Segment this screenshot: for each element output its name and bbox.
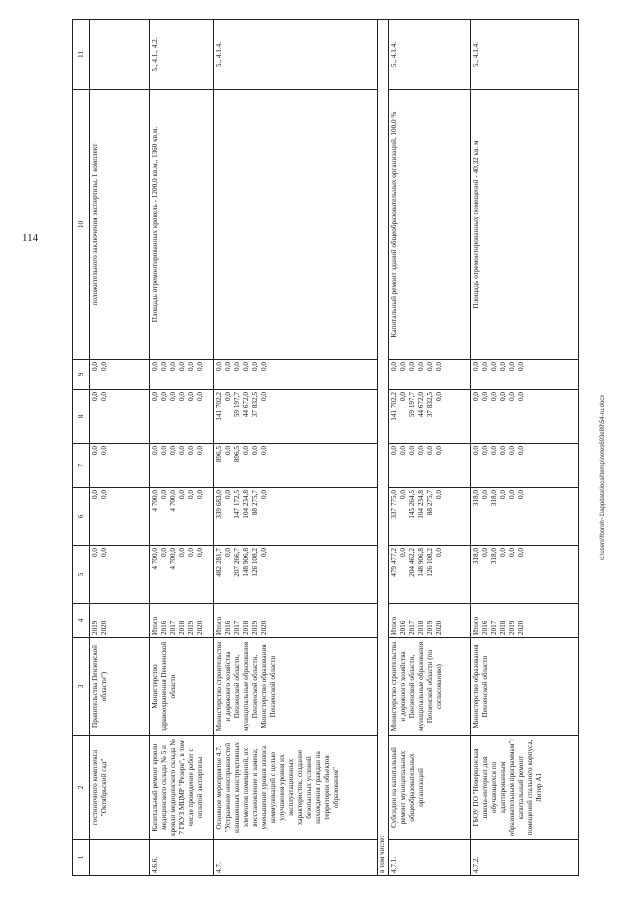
executor: Правительства Пензенской области") bbox=[90, 638, 150, 736]
ref-cell: 5., 4.1.4. bbox=[214, 20, 378, 90]
col-header: 1 bbox=[73, 840, 90, 876]
ref-cell: 5., 4.1., 4.2. bbox=[150, 20, 214, 90]
total-cell: 318,0 0,0 318,0 0,0 0,0 0,0 bbox=[471, 546, 579, 604]
regional-cell: 4 700,0 0,0 4 700,0 0,0 0,0 0,0 bbox=[150, 488, 214, 546]
executor: Министерство образования Пензенской области bbox=[471, 638, 579, 736]
program-table bbox=[72, 19, 579, 876]
executor: Министерство строительства и дорожного хозяйства Пензенской области, муниципальные образования Пензенской области (по согласованию) bbox=[389, 638, 471, 736]
col-header: 8 bbox=[73, 390, 90, 444]
years-cell: 2019 2020 bbox=[90, 604, 150, 638]
total-cell: 4 700,0 0,0 4 700,0 0,0 0,0 0,0 bbox=[150, 546, 214, 604]
federal-cell: 0,0 0,0 0,0 0,0 0,0 0,0 bbox=[150, 444, 214, 488]
other-cell: 0,0 0,0 0,0 0,0 0,0 0,0 bbox=[214, 360, 378, 390]
indicator-cell: Площадь отремонтированных кровель - 1200,0 кв.м., 1360 кв.м. bbox=[150, 90, 214, 360]
section-row bbox=[378, 20, 389, 876]
total-cell: 0,0 0,0 bbox=[90, 546, 150, 604]
executor: Министерство здравоохранения Пензенской области bbox=[150, 638, 214, 736]
col-header: 7 bbox=[73, 444, 90, 488]
other-cell: 0,0 0,0 bbox=[90, 360, 150, 390]
ref-cell: 5., 4.1.4. bbox=[389, 20, 471, 90]
measure-name: гостиничного комплекса "Октябрьский сад" bbox=[90, 736, 150, 840]
col-header: 11 bbox=[73, 20, 90, 90]
section-label: в том числе: bbox=[378, 736, 389, 876]
local-cell: 141 702,2 0,0 59 197,7 44 672,0 37 832,5 0,0 bbox=[214, 390, 378, 444]
col-header: 9 bbox=[73, 360, 90, 390]
indicator-cell: Площадь отремонтированных помещений - 40,32 кв. м bbox=[471, 90, 579, 360]
measure-name: Субсидии на капитальный ремонт муниципальных общеобразовательных организаций bbox=[389, 736, 471, 840]
col-header: 2 bbox=[73, 736, 90, 840]
years-cell: Итого 2016 2017 2018 2019 2020 bbox=[214, 604, 378, 638]
other-cell: 0,0 0,0 0,0 0,0 0,0 0,0 bbox=[389, 360, 471, 390]
table-row bbox=[389, 20, 471, 876]
row-number bbox=[90, 840, 150, 876]
measure-name: Капитальный ремонт кровли медицинского склада № 5 и кровли медицинского склада № 7 ГКУЗ МЦМР "Резерв", в том числе проведение работ с оплатой экспертизы bbox=[150, 736, 214, 840]
ref-cell bbox=[90, 20, 150, 90]
regional-cell: 337 775,0 0,0 145 264,5 104 234,8 88 275,7 0,0 bbox=[389, 488, 471, 546]
table-row bbox=[214, 20, 378, 876]
total-cell: 482 281,7 0,0 207 266,7 148 906,8 126 108,2 0,0 bbox=[214, 546, 378, 604]
indicator-cell bbox=[214, 90, 378, 360]
local-cell: 0,0 0,0 bbox=[90, 390, 150, 444]
federal-cell: 0,0 0,0 0,0 0,0 0,0 0,0 bbox=[389, 444, 471, 488]
col-header: 4 bbox=[73, 604, 90, 638]
indicator-cell: положительного заключения экспертизы, 1 комплект bbox=[90, 90, 150, 360]
col-header: 3 bbox=[73, 638, 90, 736]
federal-cell: 896,5 0,0 896,5 0,0 0,0 0,0 bbox=[214, 444, 378, 488]
row-number: 4.7.1. bbox=[389, 840, 471, 876]
file-path-footer: c:\users\fboroh~1\appdata\local\temp\notes693e89\54-ru.docx bbox=[600, 394, 606, 560]
row-number: 4.7.2. bbox=[471, 840, 579, 876]
header-row bbox=[73, 20, 90, 876]
regional-cell: 0,0 0,0 bbox=[90, 488, 150, 546]
row-number: 4.6.6. bbox=[150, 840, 214, 876]
local-cell: 0,0 0,0 0,0 0,0 0,0 0,0 bbox=[150, 390, 214, 444]
local-cell: 141 702,2 0,0 59 197,7 44 672,0 37 832,5 0,0 bbox=[389, 390, 471, 444]
total-cell: 479 477,2 0,0 204 462,2 148 906,8 126 108,2 0,0 bbox=[389, 546, 471, 604]
measure-name: Основное мероприятие 4.7. "Устранение неисправностей изношенных конструктивных элементов помещений, их восстановление и замена; уменьшение уровня износа коммуникаций с целью улучшения уровня их эксплуатационных характеристик, создание безопасных условий нахождения граждан на территории объектов образования" bbox=[214, 736, 378, 840]
table-row bbox=[471, 20, 579, 876]
years-cell: Итого 2016 2017 2018 2019 2020 bbox=[389, 604, 471, 638]
ref-cell: 5., 4.1.4. bbox=[471, 20, 579, 90]
col-header: 5 bbox=[73, 546, 90, 604]
executor: Министерство строительства и дорожного хозяйства Пензенской области, муниципальные образования Пензенской области, Министерство образования Пензенской области bbox=[214, 638, 378, 736]
years-cell: Итого 2016 2017 2018 2019 2020 bbox=[471, 604, 579, 638]
row-number: 4.7. bbox=[214, 840, 378, 876]
table-row bbox=[150, 20, 214, 876]
regional-cell: 318,0 0,0 318,0 0,0 0,0 0,0 bbox=[471, 488, 579, 546]
federal-cell: 0,0 0,0 bbox=[90, 444, 150, 488]
years-cell: Итого 2016 2017 2018 2019 2020 bbox=[150, 604, 214, 638]
measure-name: ГБОУ ПО "Неверкинская школа-интернат для обучающихся по адаптированным образовательным программам": капитальный ремонт помещений спального корпуса, Литер А1 bbox=[471, 736, 579, 840]
regional-cell: 339 683,0 0,0 147 172,5 104 234,8 88 275,7 0,0 bbox=[214, 488, 378, 546]
other-cell: 0,0 0,0 0,0 0,0 0,0 0,0 bbox=[471, 360, 579, 390]
federal-cell: 0,0 0,0 0,0 0,0 0,0 0,0 bbox=[471, 444, 579, 488]
col-header: 6 bbox=[73, 488, 90, 546]
rotated-table-wrapper bbox=[72, 20, 594, 876]
other-cell: 0,0 0,0 0,0 0,0 0,0 0,0 bbox=[150, 360, 214, 390]
local-cell: 0,0 0,0 0,0 0,0 0,0 0,0 bbox=[471, 390, 579, 444]
indicator-cell: Капитальный ремонт зданий общеобразовательных организаций, 100,0 % bbox=[389, 90, 471, 360]
table-row bbox=[90, 20, 150, 876]
col-header: 10 bbox=[73, 90, 90, 360]
page-number: 114 bbox=[22, 232, 39, 244]
